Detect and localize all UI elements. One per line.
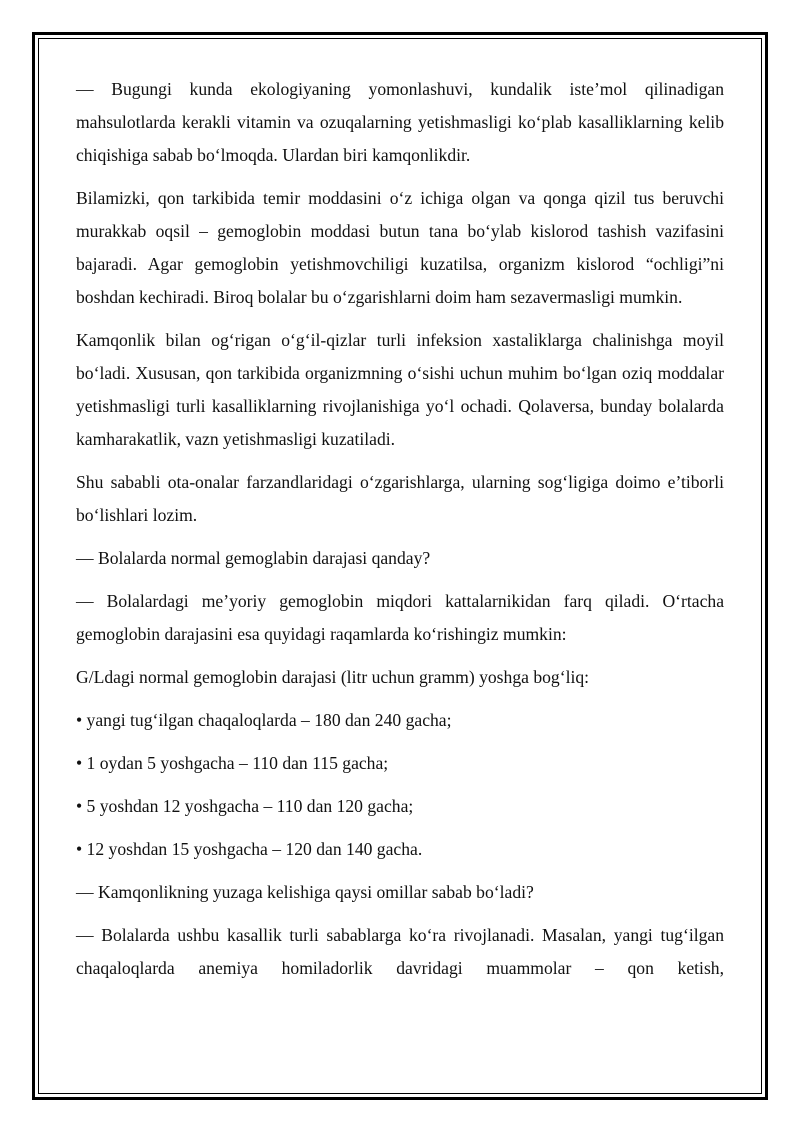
list-item: • 5 yoshdan 12 yoshgacha – 110 dan 120 gacha; [76,796,414,816]
question-paragraph: — Kamqonlikning yuzaga kelishiga qaysi omillar sabab bo‘ladi? [76,882,534,902]
paragraph: Shu sababli ota-onalar farzandlaridagi o‘zgarishlarga, ularning sog‘ligiga doimo e’tiborli bo‘lishlari lozim. [76,472,724,525]
paragraph: Bilamizki, qon tarkibida temir moddasini o‘z ichiga olgan va qonga qizil tus beruvchi murakkab oqsil – gemoglobin moddasi butun tana bo‘ylab kislorod tashish vazifasini bajaradi. Agar gemoglobin yetishmovchiligi kuzatilsa, organizm kislorod “ochligi”ni boshdan kechiradi. Biroq bolalar bu o‘zgarishlarni doim ham sezavermasligi mumkin. [76,188,724,307]
paragraph: — Bolalardagi me’yoriy gemoglobin miqdori kattalarnikidan farq qiladi. O‘rtacha gemoglobin darajasini esa quyidagi raqamlarda ko‘rishingiz mumkin: [76,591,724,644]
paragraph: — Bugungi kunda ekologiyaning yomonlashuvi, kundalik iste’mol qilinadigan mahsulotlarda kerakli vitamin va ozuqalarning yetishmasligi ko‘plab kasalliklarning kelib chiqishiga sabab bo‘lmoqda. Ulardan biri kamqonlikdir. [76,79,724,165]
document-body [76,73,724,995]
paragraph: G/Ldagi normal gemoglobin darajasi (litr uchun gramm) yoshga bog‘liq: [76,667,590,687]
question-paragraph: — Bolalarda normal gemoglabin darajasi qanday? [76,548,431,568]
paragraph: Kamqonlik bilan og‘rigan o‘g‘il-qizlar turli infeksion xastaliklarga chalinishga moyil bo‘ladi. Xususan, qon tarkibida organizmning o‘sishi uchun muhim bo‘lgan oziq moddalar yetishmasligi turli kasalliklarning rivojlanishiga yo‘l ochadi. Qolaversa, bunday bolalarda kamharakatlik, vazn yetishmasligi kuzatiladi. [76,330,724,449]
paragraph: — Bolalarda ushbu kasallik turli sabablarga ko‘ra rivojlanadi. Masalan, yangi tug‘ilgan chaqaloqlarda anemiya homiladorlik davridagi muammolar – qon ketish, [76,925,724,978]
list-item: • 12 yoshdan 15 yoshgacha – 120 dan 140 gacha. [76,839,423,859]
list-item: • yangi tug‘ilgan chaqaloqlarda – 180 dan 240 gacha; [76,710,452,730]
list-item: • 1 oydan 5 yoshgacha – 110 dan 115 gacha; [76,753,389,773]
